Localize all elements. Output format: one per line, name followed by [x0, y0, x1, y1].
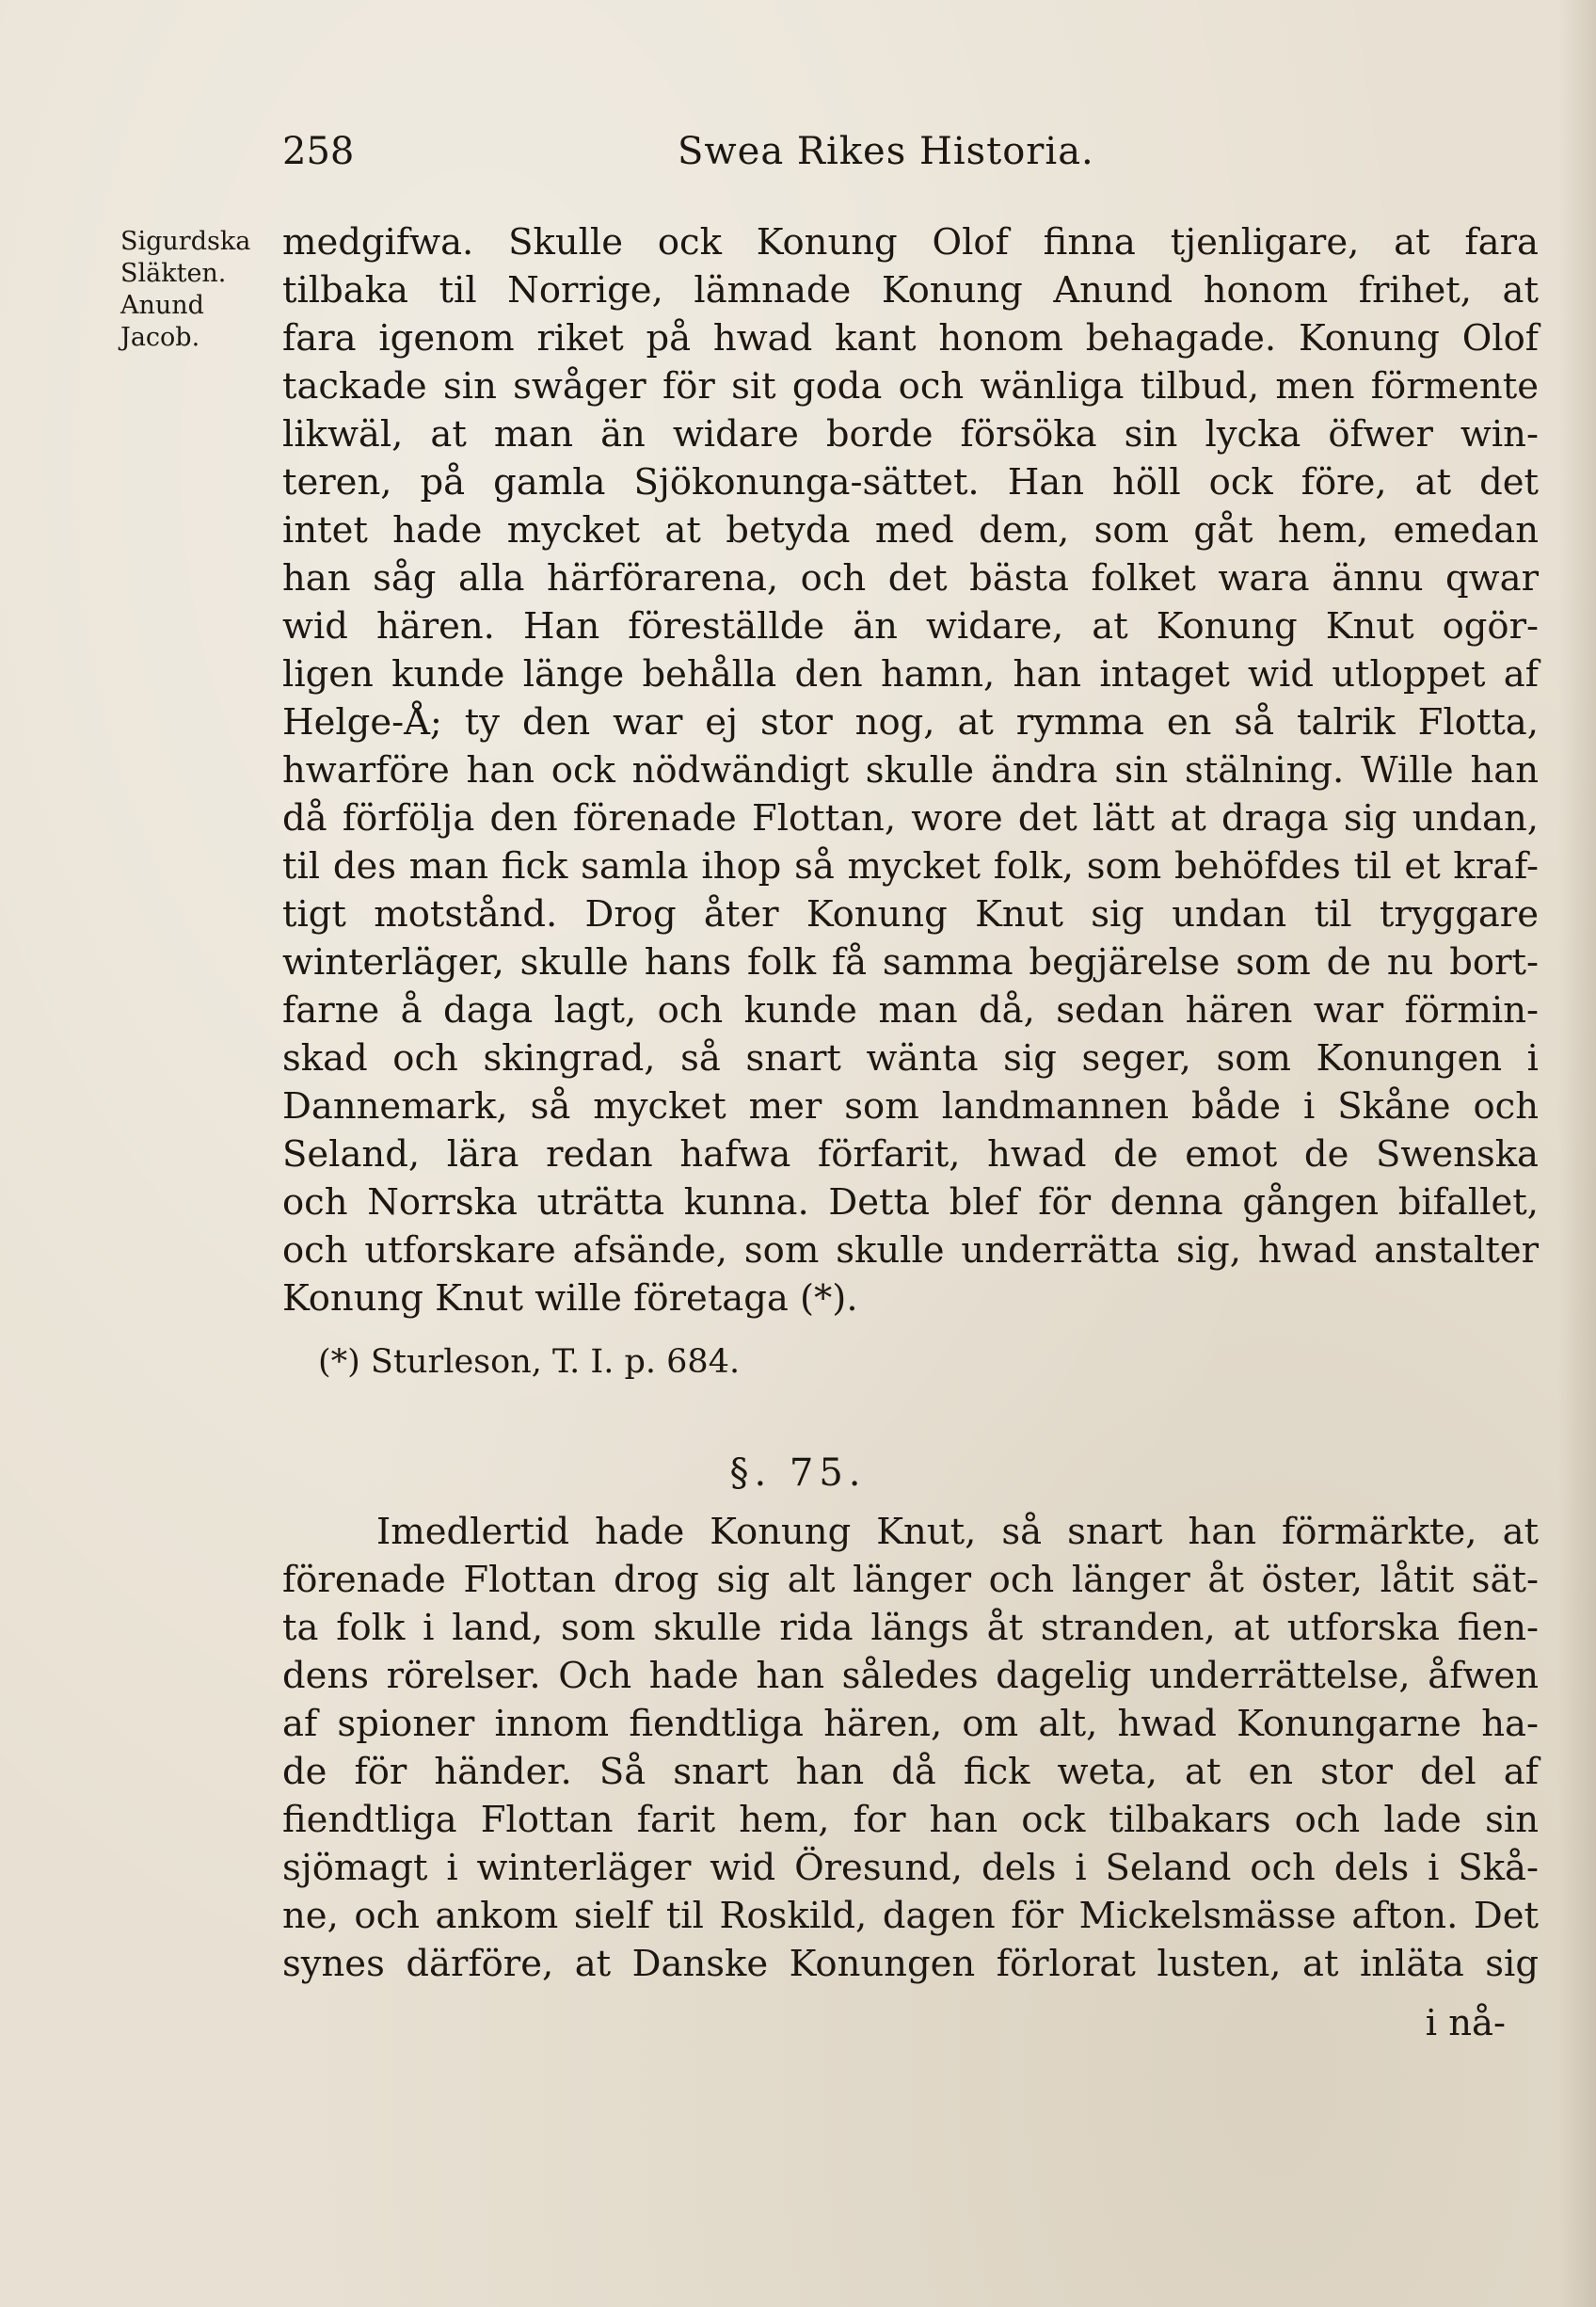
text-line: tigt motstånd. Drog åter Konung Knut sig undan til tryggare	[282, 893, 1539, 936]
text-line: til des man fick samla ihop så mycket folk, som behöfdes til et kraf-	[282, 845, 1539, 888]
margin-note-line: Släkten.	[120, 259, 227, 288]
margin-note-line: Sigurdska	[120, 227, 251, 256]
page-header	[282, 130, 1129, 186]
text-line: dens rörelser. Och hade han således dagelig underrättelse, åfwen	[282, 1655, 1539, 1697]
text-line: skad och skingrad, så snart wänta sig seger, som Konungen i	[282, 1037, 1539, 1080]
margin-note-line: Anund	[120, 291, 204, 320]
text-line: teren, på gamla Sjökonunga-sättet. Han höll ock före, at det	[282, 461, 1539, 504]
text-line: winterläger, skulle hans folk få samma begjärelse som de nu bort-	[282, 941, 1539, 984]
text-line: fiendtliga Flottan farit hem, for han ock tilbakars och lade sin	[282, 1799, 1539, 1841]
text-line: likwäl, at man än widare borde försöka sin lycka öfwer win-	[282, 413, 1539, 456]
text-line: hwarföre han ock nödwändigt skulle ändra sin stälning. Wille han	[282, 749, 1539, 792]
text-line: ne, och ankom sielf til Roskild, dagen för Mickelsmässe afton. Det	[282, 1895, 1539, 1937]
running-title: Swea Rikes Historia.	[678, 130, 1094, 173]
paragraph-2	[282, 1508, 1539, 1988]
text-line: han såg alla härförarena, och det bästa folket wara ännu qwar	[282, 557, 1539, 600]
footnote: (*) Sturleson, T. I. p. 684.	[318, 1343, 741, 1381]
text-line: tilbaka til Norrige, lämnade Konung Anund honom frihet, at	[282, 269, 1539, 312]
text-line: af spioner innom fiendtliga hären, om alt, hwad Konungarne ha-	[282, 1703, 1539, 1745]
paragraph-1	[282, 218, 1539, 1322]
text-line: Dannemark, så mycket mer som landmannen både i Skåne och	[282, 1085, 1539, 1128]
margin-note	[120, 226, 290, 354]
text-line: wid hären. Han föreställde än widare, at Konung Knut ogör-	[282, 605, 1539, 648]
text-line: då förfölja den förenade Flottan, wore det lätt at draga sig undan,	[282, 797, 1539, 840]
text-line: de för händer. Så snart han då fick weta, at en stor del af	[282, 1751, 1539, 1793]
text-line: Seland, lära redan hafwa förfarit, hwad de emot de Swenska	[282, 1133, 1539, 1176]
page-number: 258	[282, 130, 355, 173]
text-line: Imedlertid hade Konung Knut, så snart han förmärkte, at	[376, 1511, 1539, 1553]
text-line: och utforskare afsände, som skulle underrätta sig, hwad anstalter	[282, 1229, 1539, 1272]
page-fold-shadow	[1558, 0, 1596, 2307]
text-line: intet hade mycket at betyda med dem, som gåt hem, emedan	[282, 509, 1539, 552]
text-line: ligen kunde länge behålla den hamn, han intaget wid utloppet af	[282, 653, 1539, 696]
catchword: i nå-	[1425, 2002, 1506, 2044]
text-line: fara igenom riket på hwad kant honom behagade. Konung Olof	[282, 317, 1539, 360]
section-heading: §. 75.	[729, 1451, 867, 1495]
text-line: Helge-Å; ty den war ej stor nog, at rymma en så talrik Flotta,	[282, 701, 1539, 744]
margin-note-line: Jacob.	[120, 323, 200, 352]
text-line: medgifwa. Skulle ock Konung Olof finna tjenligare, at fara	[282, 221, 1539, 264]
text-line: förenade Flottan drog sig alt länger och länger åt öster, låtit sät-	[282, 1559, 1539, 1601]
text-line: sjömagt i winterläger wid Öresund, dels i Seland och dels i Skå-	[282, 1847, 1539, 1889]
text-line: ta folk i land, som skulle rida längs åt stranden, at utforska fien-	[282, 1607, 1539, 1649]
text-line: tackade sin swåger för sit goda och wänliga tilbud, men förmente	[282, 365, 1539, 408]
text-line: Konung Knut wille företaga (*).	[282, 1277, 858, 1320]
text-line: farne å daga lagt, och kunde man då, sedan hären war förmin-	[282, 989, 1539, 1032]
text-line: och Norrska uträtta kunna. Detta blef för denna gången bifallet,	[282, 1181, 1539, 1224]
text-line: synes därföre, at Danske Konungen förlorat lusten, at inläta sig	[282, 1943, 1539, 1985]
